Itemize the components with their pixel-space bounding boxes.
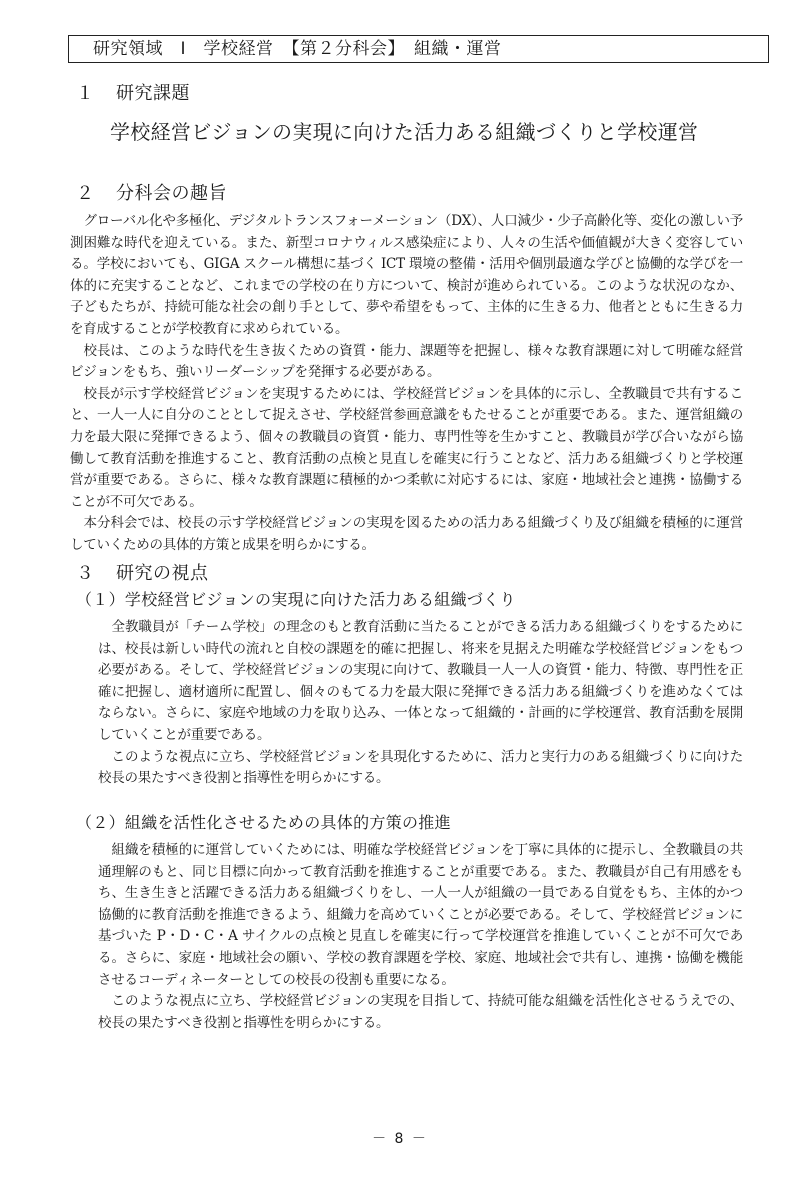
section-3-number: ３ — [76, 563, 95, 584]
page-number: － 8 － — [372, 1131, 428, 1147]
section-2-paragraph: グローバル化や多極化、デジタルトランスフォーメーション（DX）、人口減少・少子高齢化等、変化の激しい予測困難な時代を迎えている。また、新型コロナウィルス感染症により、人々の生活や価値観が大きく変容している。学校においても、GIGA スクール構想に基づく ICT 環境の整備・活用や個別最適な学びと協働的な学びを一体的に充実することなど、これまでの学校の在り方について、検討が進められている。このような状況のなか、子どもたちが、持続可能な社会の創り手として、夢や希望をもって、主体的に生きる力、他者とともに生きる力を育成することが学校教育に求められている。 — [70, 213, 743, 337]
section-1-title: 研究課題 — [116, 83, 190, 104]
subsection-1-paragraph: 全教職員が「チーム学校」の理念のもと教育活動に当たることができる活力ある組織づくりをするためには、校長は新しい時代の流れと自校の課題を的確に把握し、将来を見据えた明確な学校経営ビジョンをもつ必要がある。そして、学校経営ビジョンの実現に向けて、教職員一人一人の資質・能力、特徴、専門性を正確に把握し、適材適所に配置し、個々のもてる力を最大限に発揮できる活力ある組織づくりを進めなくてはならない。さらに、家庭や地域の力を取り込み、一体となって組織的・計画的に学校運営、教育活動を展開していくことが重要である。 — [98, 619, 743, 743]
section-3-heading — [76, 562, 209, 586]
subsection-2-body — [98, 840, 743, 1034]
section-1-number: １ — [76, 83, 95, 104]
section-1-heading — [76, 82, 190, 106]
section-2-paragraph: 本分科会では、校長の示す学校経営ビジョンの実現を図るための活力ある組織づくり及び組織を積極的に運営していくための具体的方策と成果を明らかにする。 — [70, 515, 743, 553]
section-3-title: 研究の視点 — [116, 563, 209, 584]
research-theme: 学校経営ビジョンの実現に向けた活力ある組織づくりと学校運営 — [110, 120, 699, 144]
section-2-heading — [76, 182, 227, 206]
subsection-2-paragraph: このような視点に立ち、学校経営ビジョンの実現を目指して、持続可能な組織を活性化させるうえでの、校長の果たすべき役割と指導性を明らかにする。 — [98, 993, 743, 1031]
subsection-1-body — [98, 617, 743, 790]
subsection-1-paragraph: このような視点に立ち、学校経営ビジョンを具現化するために、活力と実行力のある組織づくりに向けた校長の果たすべき役割と指導性を明らかにする。 — [98, 748, 743, 787]
section-2-paragraph: 校長が示す学校経営ビジョンを実現するためには、学校経営ビジョンを具体的に示し、全教職員で共有すること、一人一人に自分のこととして捉えさせ、学校経営参画意識をもたせることが重要である。また、運営組織の力を最大限に発揮できるよう、個々の教職員の資質・能力、専門性等を生かすこと、教職員が学び合いながら協働して教育活動を推進すること、教育活動の点検と見直しを確実に行うことなど、活力ある組織づくりと学校運営が重要である。さらに、様々な教育課題に積極的かつ柔軟に対応するには、家庭・地域社会と連携・協働することが不可欠である。 — [70, 385, 743, 510]
section-2-paragraph: 校長は、このような時代を生き抜くための資質・能力、課題等を把握し、様々な教育課題に対して明確な経営ビジョンをもち、強いリーダーシップを発揮する必要がある。 — [70, 342, 743, 381]
research-area-header — [68, 35, 769, 63]
section-2-number: ２ — [76, 183, 95, 204]
research-area-title: 研究領域 Ⅰ 学校経営 【第２分科会】 組織・運営 — [93, 39, 502, 59]
section-2-body — [70, 211, 743, 557]
subsection-2-title: （２）組織を活性化させるための具体的方策の推進 — [76, 813, 451, 832]
section-2-title: 分科会の趣旨 — [116, 183, 227, 204]
subsection-2-paragraph: 組織を積極的に運営していくためには、明確な学校経営ビジョンを丁寧に具体的に提示し、全教職員の共通理解のもと、同じ目標に向かって教育活動を推進することが重要である。また、教職員が自己有用感をもち、生き生きと活躍できる活力ある組織づくりをし、一人一人が組織の一員である自覚をもち、主体的かつ協働的に教育活動を推進できるよう、組織力を高めていくことが必要である。そして、学校経営ビジョンに基づいた P・D・C・A サイクルの点検と見直しを確実に行って学校運営を推進していくことが不可欠である。さらに、家庭・地域社会の願い、学校の教育課題を学校、家庭、地域社会で共有し、連携・協働を機能させるコーディネーターとしての校長の役割も重要になる。 — [98, 842, 743, 988]
subsection-1-title: （１）学校経営ビジョンの実現に向けた活力ある組織づくり — [76, 590, 516, 609]
